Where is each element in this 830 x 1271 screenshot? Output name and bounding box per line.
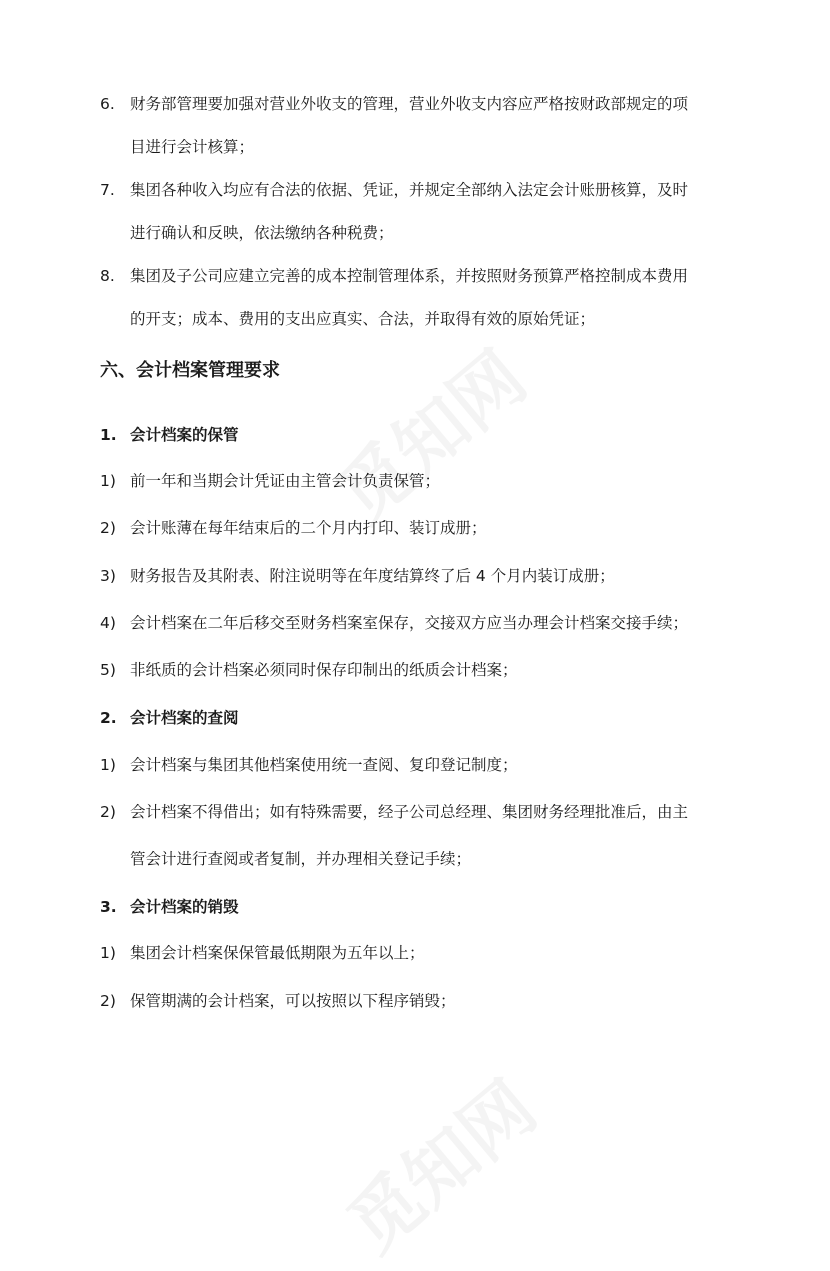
item-number: 8. — [100, 267, 115, 285]
item-text: 会计档案不得借出；如有特殊需要，经子公司总经理、集团财务经理批准后，由主 — [130, 803, 689, 821]
subsection-number: 2. — [100, 709, 117, 727]
item-number: 3) — [100, 567, 116, 585]
watermark — [312, 323, 544, 542]
item-text: 会计档案在二年后移交至财务档案室保存，交接双方应当办理会计档案交接手续； — [130, 614, 689, 632]
item-text: 财务部管理要加强对营业外收支的管理，营业外收支内容应严格按财政部规定的项 — [130, 95, 689, 113]
item-number: 1) — [100, 472, 116, 490]
section-heading: 六、会计档案管理要求 — [100, 360, 280, 381]
item-text: 会计档案与集团其他档案使用统一查阅、复印登记制度； — [130, 756, 518, 774]
item-text: 保管期满的会计档案，可以按照以下程序销毁； — [130, 992, 456, 1010]
item-text: 管会计进行查阅或者复制，并办理相关登记手续； — [130, 850, 472, 868]
item-text: 目进行会计核算； — [130, 138, 255, 156]
subsection-title: 会计档案的保管 — [130, 426, 239, 444]
watermark — [322, 1053, 554, 1271]
item-number: 2) — [100, 992, 116, 1010]
item-text: 集团会计档案保保管最低期限为五年以上； — [130, 944, 425, 962]
item-text: 前一年和当期会计凭证由主管会计负责保管； — [130, 472, 441, 490]
subsection-number: 1. — [100, 426, 117, 444]
subsection-title: 会计档案的查阅 — [130, 709, 239, 727]
item-number: 4) — [100, 614, 116, 632]
item-number: 6. — [100, 95, 115, 113]
item-text: 财务报告及其附表、附注说明等在年度结算终了后 4 个月内装订成册； — [130, 567, 615, 585]
item-text: 集团及子公司应建立完善的成本控制管理体系，并按照财务预算严格控制成本费用 — [130, 267, 689, 285]
item-number: 1) — [100, 944, 116, 962]
item-text: 非纸质的会计档案必须同时保存印制出的纸质会计档案； — [130, 661, 518, 679]
item-text: 的开支；成本、费用的支出应真实、合法，并取得有效的原始凭证； — [130, 310, 596, 328]
item-text: 集团各种收入均应有合法的依据、凭证，并规定全部纳入法定会计账册核算，及时 — [130, 181, 689, 199]
subsection-title: 会计档案的销毁 — [130, 898, 239, 916]
item-text: 会计账薄在每年结束后的二个月内打印、装订成册； — [130, 519, 487, 537]
item-text: 进行确认和反映，依法缴纳各种税费； — [130, 224, 394, 242]
item-number: 2) — [100, 519, 116, 537]
subsection-number: 3. — [100, 898, 117, 916]
item-number: 5) — [100, 661, 116, 679]
item-number: 1) — [100, 756, 116, 774]
item-number: 7. — [100, 181, 115, 199]
item-number: 2) — [100, 803, 116, 821]
